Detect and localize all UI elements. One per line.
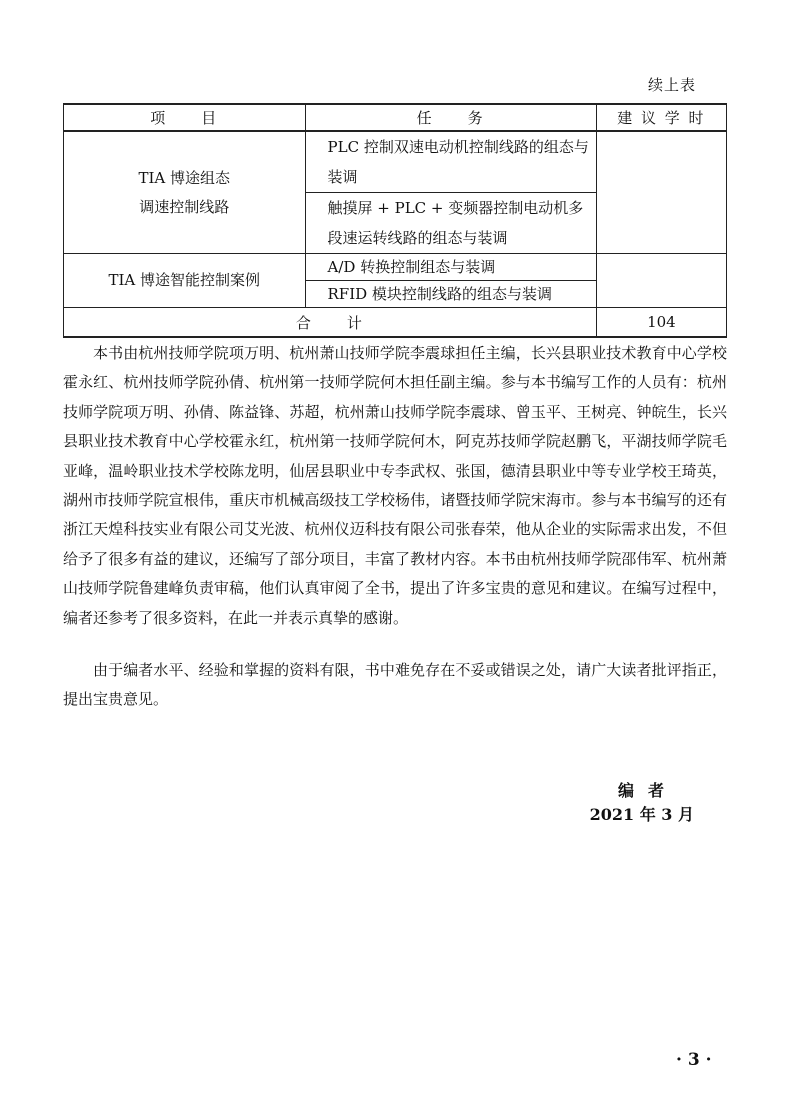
total-row [64,308,727,338]
signature-date: 2021 年 3 月 [589,805,694,824]
project-cell [64,131,306,254]
signature-author: 编者 [617,781,678,800]
header-hours: 建 议 学 时 [596,104,726,131]
hours-cell [596,131,726,254]
course-plan-table [63,103,727,338]
hours-cell [596,254,726,308]
project-cell: TIA 博途智能控制案例 [64,254,306,308]
total-hours: 104 [596,308,726,338]
task-cell: A/D 转换控制组态与装调 [305,254,596,281]
task-cell: PLC 控制双速电动机控制线路的组态与装调 [305,131,596,193]
task-cell: 触摸屏 + PLC + 变频器控制电动机多段速运转线路的组态与装调 [305,193,596,254]
table-row [64,254,727,281]
header-task: 任 务 [305,104,596,131]
task-cell: RFID 模块控制线路的组态与装调 [305,281,596,308]
page-number: · 3 · [676,1050,712,1070]
table-row [64,131,727,193]
preface-paragraph-2: 由于编者水平、经验和掌握的资料有限，书中难免存在不妥或错误之处，请广大读者批评指正，提出宝贵意见。 [63,661,727,709]
project-name: TIA 博途组态 调速控制线路 [138,168,231,216]
header-project: 项 目 [64,104,306,131]
table-header-row [64,104,727,131]
total-label: 合 计 [64,308,597,338]
continued-label: 续上表 [648,76,697,94]
preface-paragraph-1: 本书由杭州技师学院项万明、杭州萧山技师学院李震球担任主编，长兴县职业技术教育中心学校霍永红、杭州技师学院孙倩、杭州第一技师学院何木担任副主编。参与本书编写工作的人员有：杭州技师学院项万明、孙倩、陈益锋、苏超，杭州萧山技师学院李震球、曾玉平、王树亮、钟皖生，长兴县职业技术教育中心学校霍永红，杭州第一技师学院何木，阿克苏技师学院赵鹏飞，平湖技师学院毛亚峰，温岭职业技术学校陈龙明，仙居县职业中专李武权、张国，德清县职业中等专业学校王琦英，湖州市技师学院宣根伟，重庆市机械高级技工学校杨伟，诸暨技师学院宋海市。参与本书编写的还有浙江天煌科技实业有限公司艾光波、杭州仪迈科技有限公司张春荣，他从企业的实际需求出发，不但给予了很多有益的建议，还编写了部分项目，丰富了教材内容。本书由杭州技师学院邵伟军、杭州萧山技师学院鲁建峰负责审稿，他们认真审阅了全书，提出了许多宝贵的意见和建议。在编写过程中，编者还参考了很多资料，在此一并表示真挚的感谢。 [63,344,727,627]
